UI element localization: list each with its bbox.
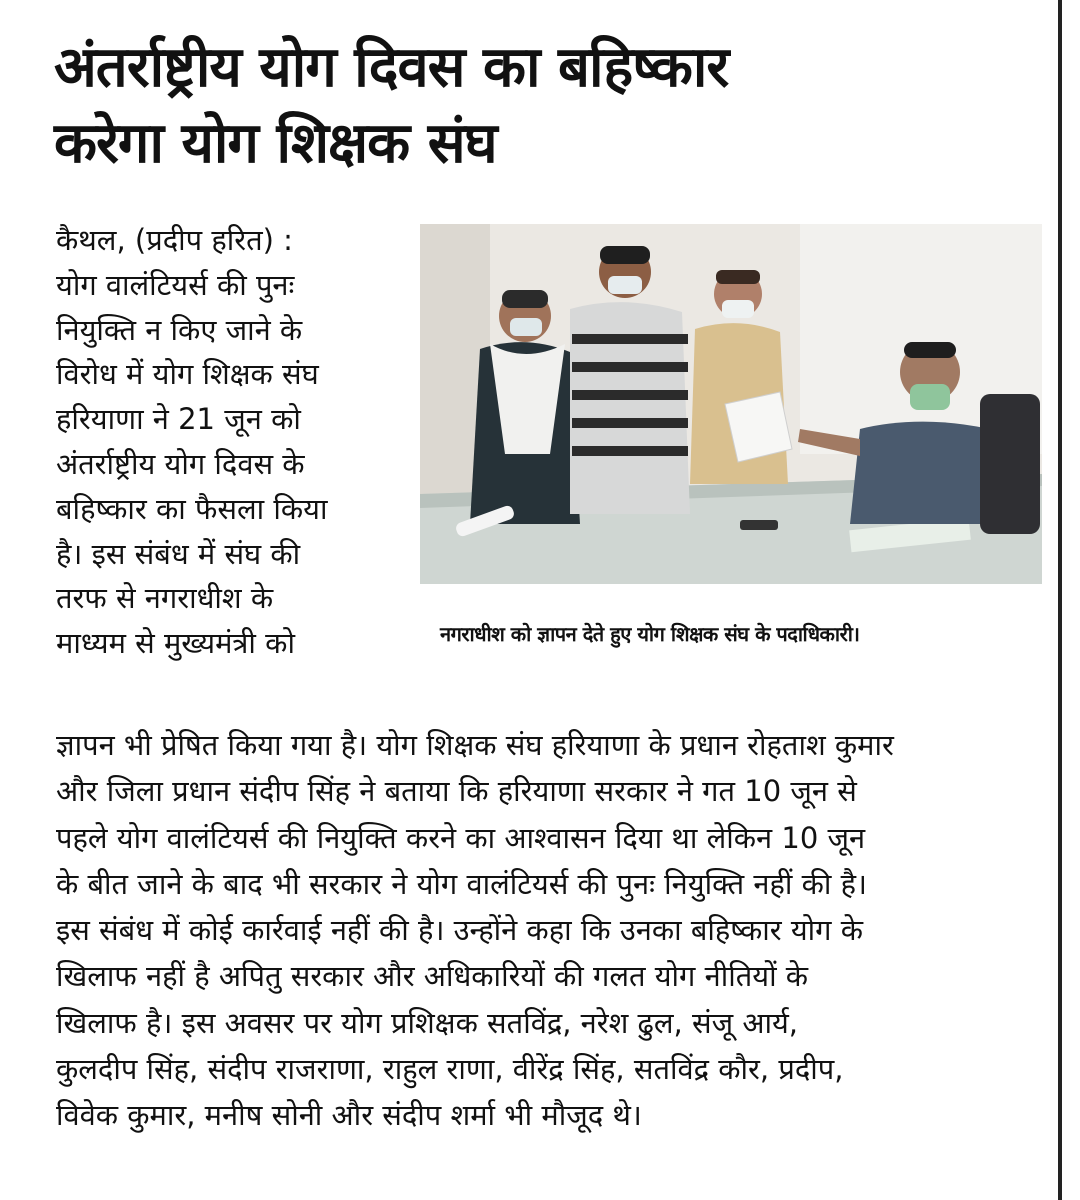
article-line: है। इस संबंध में संघ की bbox=[56, 536, 301, 571]
article-line: हरियाणा ने 21 जून को bbox=[56, 402, 301, 437]
news-photo bbox=[420, 224, 1042, 584]
article-line: विवेक कुमार, मनीष सोनी और संदीप शर्मा भी मौजूद थे। bbox=[56, 1098, 642, 1133]
article-line: कुलदीप सिंह, संदीप राजराणा, राहुल राणा, वीरेंद्र सिंह, सतविंद्र कौर, प्रदीप, bbox=[56, 1052, 844, 1087]
article-line: खिलाफ नहीं है अपितु सरकार और अधिकारियों की गलत योग नीतियों के bbox=[56, 959, 809, 994]
article-line: अंतर्राष्ट्रीय योग दिवस के bbox=[56, 446, 305, 481]
page-edge bbox=[1058, 0, 1080, 1200]
article-line: योग वालंटियर्स की पुनः bbox=[56, 267, 295, 302]
headline-line-1: अंतर्राष्ट्रीय योग दिवस का बहिष्कार bbox=[54, 35, 729, 100]
article-line: नियुक्ति न किए जाने के bbox=[56, 312, 303, 347]
article-line: पहले योग वालंटियर्स की नियुक्ति करने का आश्वासन दिया था लेकिन 10 जून bbox=[56, 820, 866, 855]
article-line: के बीत जाने के बाद भी सरकार ने योग वालंटियर्स की पुनः नियुक्ति नहीं की है। bbox=[56, 866, 868, 901]
photo-caption: नगराधीश को ज्ञापन देते हुए योग शिक्षक संघ के पदाधिकारी। bbox=[440, 622, 860, 646]
article-line: विरोध में योग शिक्षक संघ bbox=[56, 357, 319, 392]
article-line: ज्ञापन भी प्रेषित किया गया है। योग शिक्षक संघ हरियाणा के प्रधान रोहताश कुमार bbox=[56, 728, 894, 762]
article-line: खिलाफ है। इस अवसर पर योग प्रशिक्षक सतविंद्र, नरेश ढुल, संजू आर्य, bbox=[56, 1005, 799, 1040]
article-left-column bbox=[56, 218, 396, 666]
article-line: तरफ से नगराधीश के bbox=[56, 581, 274, 616]
article-line: कैथल, (प्रदीप हरित) : bbox=[56, 223, 293, 257]
photo-illustration bbox=[420, 224, 1042, 584]
article-line: बहिष्कार का फैसला किया bbox=[56, 491, 328, 526]
headline-line-2: करेगा योग शिक्षक संघ bbox=[54, 111, 497, 176]
headline bbox=[54, 30, 1014, 182]
article-line: इस संबंध में कोई कार्रवाई नहीं की है। उन्होंने कहा कि उनका बहिष्कार योग के bbox=[56, 913, 863, 948]
article-line: और जिला प्रधान संदीप सिंह ने बताया कि हरियाणा सरकार ने गत 10 जून से bbox=[56, 774, 857, 809]
article-line: माध्यम से मुख्यमंत्री को bbox=[56, 626, 295, 661]
article-full-width bbox=[56, 722, 1018, 1139]
